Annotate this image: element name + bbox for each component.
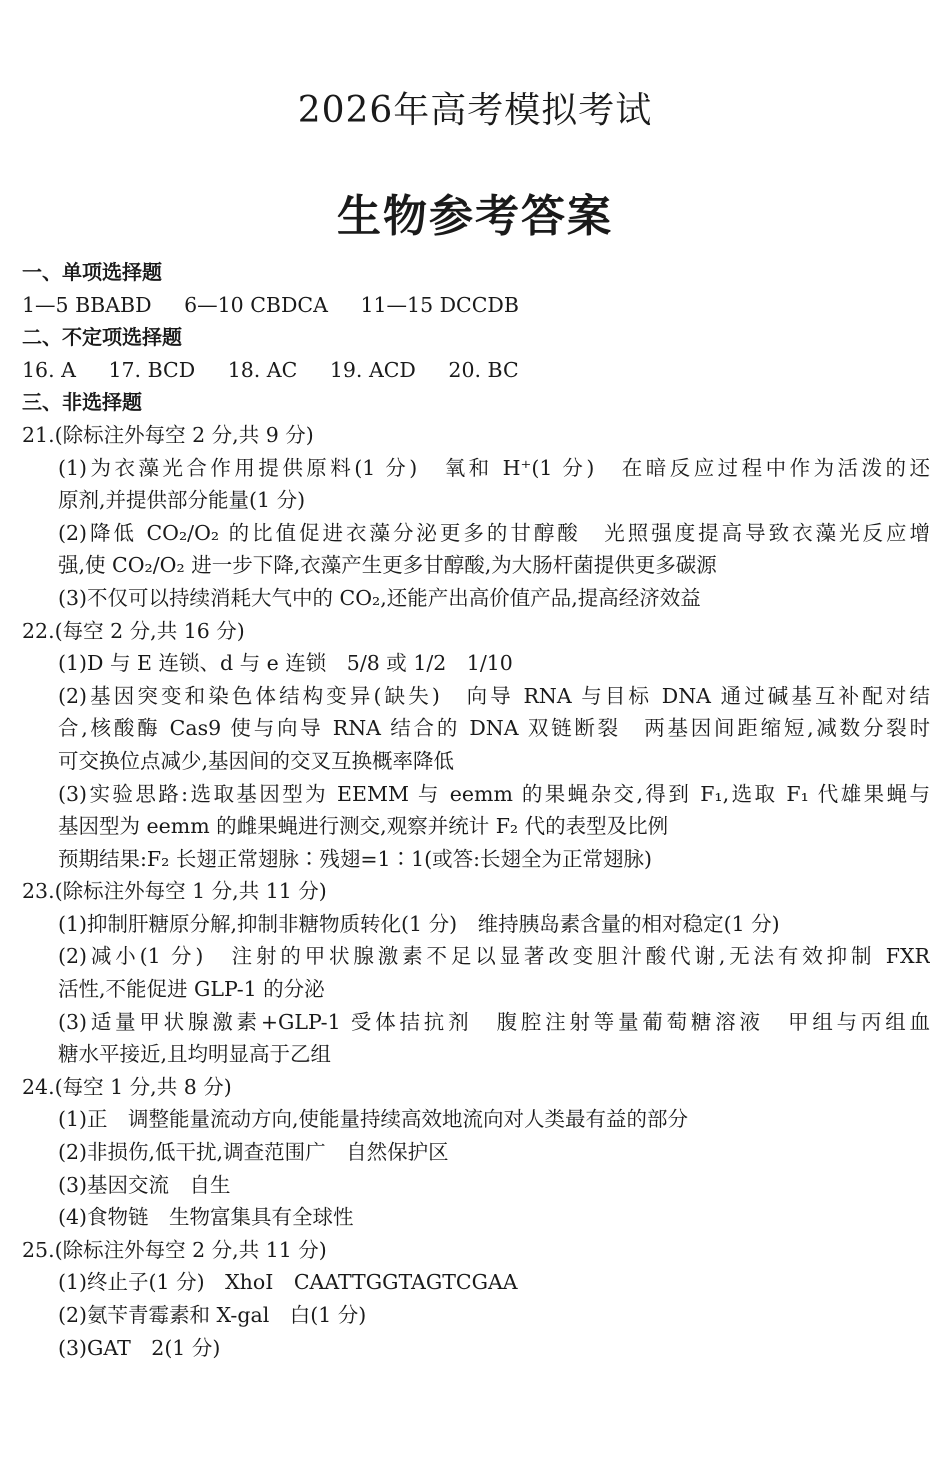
question-25-line: (1)终止子(1 分) XhoI CAATTGGTAGTCGAA xyxy=(58,1270,518,1295)
section-heading-non-choice: 三、非选择题 xyxy=(22,390,142,415)
question-23-line: (3)适量甲状腺激素+GLP-1 受体拮抗剂 腹腔注射等量葡萄糖溶液 甲组与丙组血 xyxy=(58,1009,930,1034)
answer-item: 17. BCD xyxy=(108,357,196,382)
section-heading-multiple-choice: 二、不定项选择题 xyxy=(22,325,182,350)
answer-item: 16. A xyxy=(22,357,76,382)
answer-group: 1—5 BBABD xyxy=(22,292,152,317)
question-23-line: (2)减小(1 分) 注射的甲状腺激素不足以显著改变胆汁酸代谢,无法有效抑制 FXR xyxy=(58,944,930,969)
question-25-header: 25.(除标注外每空 2 分,共 11 分) xyxy=(22,1237,327,1262)
question-21-line: (2)降低 CO₂/O₂ 的比值促进衣藻分泌更多的甘醇酸 光照强度提高导致衣藻光反应增 xyxy=(58,520,930,545)
question-24-line: (4)食物链 生物富集具有全球性 xyxy=(58,1205,354,1230)
section-heading-single-choice: 一、单项选择题 xyxy=(22,260,162,284)
answer-item: 20. BC xyxy=(448,357,519,382)
question-22-line: (3)实验思路:选取基因型为 EEMM 与 eemm 的果蝇杂交,得到 F₁,选取 F₁ 代雄果蝇与 xyxy=(58,781,930,806)
answer-group: 6—10 CBDCA xyxy=(184,292,328,317)
question-24-line: (2)非损伤,低干扰,调查范围广 自然保护区 xyxy=(58,1140,449,1165)
single-choice-answers xyxy=(22,289,930,322)
question-22-line: 基因型为 eemm 的雌果蝇进行测交,观察并统计 F₂ 代的表型及比例 xyxy=(58,814,669,839)
question-21-line: 强,使 CO₂/O₂ 进一步下降,衣藻产生更多甘醇酸,为大肠杆菌提供更多碳源 xyxy=(58,553,717,578)
question-23-header: 23.(除标注外每空 1 分,共 11 分) xyxy=(22,879,327,904)
question-24-line: (1)正 调整能量流动方向,使能量持续高效地流向对人类最有益的部分 xyxy=(58,1107,689,1132)
question-22-header: 22.(每空 2 分,共 16 分) xyxy=(22,618,245,643)
question-25-line: (3)GAT 2(1 分) xyxy=(58,1335,221,1360)
question-21-line: (1)为衣藻光合作用提供原料(1 分) 氧和 H⁺(1 分) 在暗反应过程中作为活泼的还 xyxy=(58,455,930,480)
question-21-header: 21.(除标注外每空 2 分,共 9 分) xyxy=(22,422,314,447)
question-22-line: 合,核酸酶 Cas9 使与向导 RNA 结合的 DNA 双链断裂 两基因间距缩短,减数分裂时 xyxy=(58,716,930,741)
answer-item: 18. AC xyxy=(227,357,298,382)
question-21-line: 原剂,并提供部分能量(1 分) xyxy=(58,488,306,513)
answer-content xyxy=(22,256,930,1364)
question-25-line: (2)氨苄青霉素和 X-gal 白(1 分) xyxy=(58,1303,367,1327)
question-22-line: (2)基因突变和染色体结构变异(缺失) 向导 RNA 与目标 DNA 通过碱基互补配对结 xyxy=(58,683,930,708)
question-22-line: (1)D 与 E 连锁、d 与 e 连锁 5/8 或 1/2 1/10 xyxy=(58,651,513,676)
question-23-line: (1)抑制肝糖原分解,抑制非糖物质转化(1 分) 维持胰岛素含量的相对稳定(1 分) xyxy=(58,911,780,936)
question-23-line: 活性,不能促进 GLP-1 的分泌 xyxy=(58,977,325,1002)
question-23-line: 糖水平接近,且均明显高于乙组 xyxy=(58,1042,332,1067)
question-21-line: (3)不仅可以持续消耗大气中的 CO₂,还能产出高价值产品,提高经济效益 xyxy=(58,585,701,610)
question-24-header: 24.(每空 1 分,共 8 分) xyxy=(22,1074,232,1099)
question-22-line: 可交换位点减少,基因间的交叉互换概率降低 xyxy=(58,748,455,773)
answer-item: 19. ACD xyxy=(329,357,416,382)
question-24-line: (3)基因交流 自生 xyxy=(58,1172,231,1197)
multiple-choice-answers xyxy=(22,354,930,387)
answer-group: 11—15 DCCDB xyxy=(360,292,519,317)
exam-title: 2026年高考模拟考试 xyxy=(297,90,653,131)
question-22-line: 预期结果:F₂ 长翅正常翅脉∶残翅=1∶1(或答:长翅全为正常翅脉) xyxy=(58,846,653,871)
answer-key-title: 生物参考答案 xyxy=(337,191,613,242)
